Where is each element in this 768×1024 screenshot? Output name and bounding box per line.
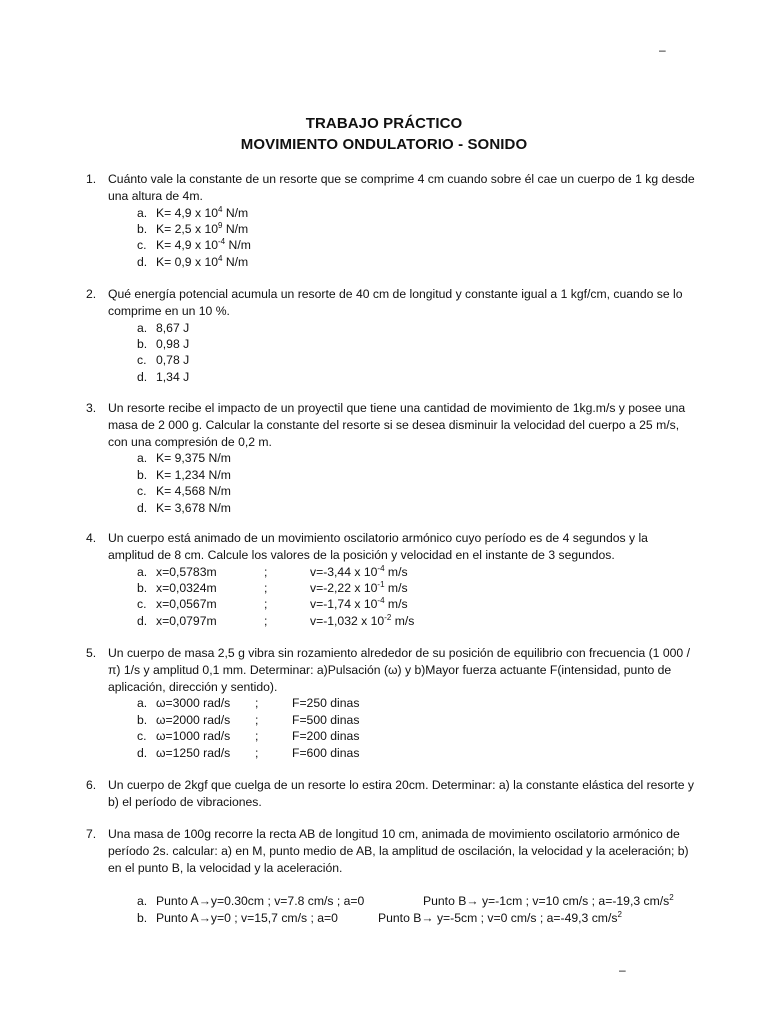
option-d [137,613,696,629]
option-text: K= 4,9 x $10^{-4}$ N/m [156,237,251,253]
point-b-values: Punto B→ y=-5cm ; v=0 cm/s ; a=-49,3 $cm/s^2$ [378,909,622,925]
question-text: Un resorte recibe el impacto de un proyectil que tiene una cantidad de movimiento de 1kg.m/s y posee una masa de 2 000 g. Calcular la constante del resorte si se desea disminuir la velocidad del cuerpo a 25 m/s, con una compresión de 0,2 m. [108,401,686,449]
option-letter: d. [137,369,148,384]
option-text: K= 4,9 x $10^4$ N/m [156,204,249,220]
separator: ; [264,613,268,628]
option-letter: a. [137,205,148,220]
point-a-values: Punto A→y=0.30cm ; v=7.8 cm/s ; a=0 [156,894,365,909]
position-value: x=0,0567m [156,597,217,612]
position-value: x=0,5783m [156,564,217,579]
option-a [137,893,696,909]
option-text: 8,67 J [156,320,190,335]
option-text: K= 2,5 x $10^9$ N/m [156,220,249,236]
option-list [137,450,696,516]
question-text: Un cuerpo está animado de un movimiento oscilatorio armónico cuyo período es de 4 segundos y la amplitud de 8 cm. Calcule los valores de la posición y velocidad en el instante de 3 segundos. [108,531,648,562]
option-text: 0,98 J [156,336,190,351]
question-number: 6. [86,778,97,792]
question-text: Cuánto vale la constante de un resorte que se comprime 4 cm cuando sobre él cae un cuerpo de 1 kg desde una altura de 4m. [108,172,695,203]
option-letter: d. [137,500,148,515]
pulsation-value: ω=3000 rad/s [156,696,231,711]
document-subtitle: MOVIMIENTO ONDULATORIO - SONIDO [240,136,528,153]
velocity-value: v=-2,22 x $10^{-1}$ m/s [310,579,408,595]
option-letter: c. [137,484,147,499]
force-value: F=200 dinas [292,729,360,744]
option-a [137,450,696,466]
question-number: 4. [86,531,97,545]
option-letter: a. [137,564,148,579]
option-letter: b. [137,712,148,727]
question-2 [86,286,696,385]
question-7 [86,826,696,926]
option-letter: d. [137,254,148,269]
option-text: K= 4,568 N/m [156,484,231,499]
option-d [137,369,696,385]
option-b [137,336,696,352]
question-text: Una masa de 100g recorre la recta AB de longitud 10 cm, animada de movimiento oscilatorio armónico de período 2s. calcular: a) en M, punto medio de AB, la amplitud de oscilación, la velocidad y la aceleración; b) en el punto B, la velocidad y la aceleración. [108,827,689,875]
question-number: 5. [86,646,97,660]
force-value: F=500 dinas [292,712,360,727]
question-text: Un cuerpo de masa 2,5 g vibra sin rozamiento alrededor de su posición de equilibrio con frecuencia (1 000 /π) 1/s y amplitud 0,1 mm. Determinar: a)Pulsación (ω) y b)Mayor fuerza actuante F(intensidad, punto de aplicación, dirección y sentido). [108,646,690,694]
option-c [137,483,696,499]
option-d [137,254,696,270]
separator: ; [255,696,259,711]
option-d [137,500,696,516]
separator: ; [264,564,268,579]
option-c [137,352,696,368]
velocity-value: v=-1,032 x $10^{-2}$ m/s [310,612,415,628]
option-c [137,596,696,612]
velocity-value: v=-3,44 x $10^{-4}$ m/s [310,563,408,579]
separator: ; [255,745,259,760]
option-list [137,205,696,271]
pulsation-value: ω=1000 rad/s [156,729,231,744]
option-letter: a. [137,320,148,335]
option-letter: d. [137,745,148,760]
option-letter: c. [137,238,147,253]
option-letter: a. [137,894,148,909]
option-letter: c. [137,353,147,368]
separator: ; [255,729,259,744]
question-text: Un cuerpo de 2kgf que cuelga de un resorte lo estira 20cm. Determinar: a) la constante elástica del resorte y b) el período de vibraciones. [108,778,694,809]
point-a-values: Punto A→y=0 ; v=15,7 cm/s ; a=0 [156,910,338,925]
option-b [137,712,696,728]
page-mark-bottom: – [619,963,626,977]
option-text: 1,34 J [156,369,190,384]
option-list [137,893,696,926]
pulsation-value: ω=2000 rad/s [156,712,231,727]
option-letter: b. [137,467,148,482]
option-letter: b. [137,910,148,925]
option-list [137,564,696,630]
option-a [137,564,696,580]
option-list [137,695,696,761]
document-title: TRABAJO PRÁCTICO [305,115,463,132]
option-b [137,467,696,483]
page-mark-top: – [659,43,666,57]
option-list [137,320,696,386]
force-value: F=600 dinas [292,745,360,760]
option-letter: a. [137,451,148,466]
question-text: Qué energía potencial acumula un resorte de 40 cm de longitud y constante igual a 1 kgf/cm, cuando se lo comprime en un 10 %. [108,287,683,318]
option-a [137,320,696,336]
question-number: 1. [86,172,97,186]
point-b-values: Punto B→ y=-1cm ; v=10 cm/s ; a=-19,3 $cm/s^2$ [423,893,674,909]
option-letter: a. [137,696,148,711]
separator: ; [264,597,268,612]
question-number: 7. [86,827,97,841]
option-b [137,221,696,237]
question-3 [86,400,696,516]
question-6 [86,777,696,811]
option-c [137,728,696,744]
option-letter: c. [137,729,147,744]
option-letter: b. [137,336,148,351]
option-text: 0,78 J [156,353,190,368]
separator: ; [255,712,259,727]
option-letter: b. [137,580,148,595]
option-d [137,745,696,761]
separator: ; [264,580,268,595]
position-value: x=0,0324m [156,580,217,595]
option-text: K= 1,234 N/m [156,467,231,482]
question-1 [86,171,696,270]
option-letter: b. [137,221,148,236]
velocity-value: v=-1,74 x $10^{-4}$ m/s [310,596,408,612]
question-number: 2. [86,287,97,301]
option-letter: d. [137,613,148,628]
pulsation-value: ω=1250 rad/s [156,745,231,760]
option-c [137,237,696,253]
option-text: K= 9,375 N/m [156,451,231,466]
option-a [137,205,696,221]
option-text: K= 3,678 N/m [156,500,231,515]
question-number: 3. [86,401,97,415]
option-b [137,910,696,926]
question-5 [86,645,696,761]
option-text: K= 0,9 x $10^4$ N/m [156,253,249,269]
force-value: F=250 dinas [292,696,360,711]
question-4 [86,530,696,629]
position-value: x=0,0797m [156,613,217,628]
option-a [137,695,696,711]
option-b [137,580,696,596]
option-letter: c. [137,597,147,612]
